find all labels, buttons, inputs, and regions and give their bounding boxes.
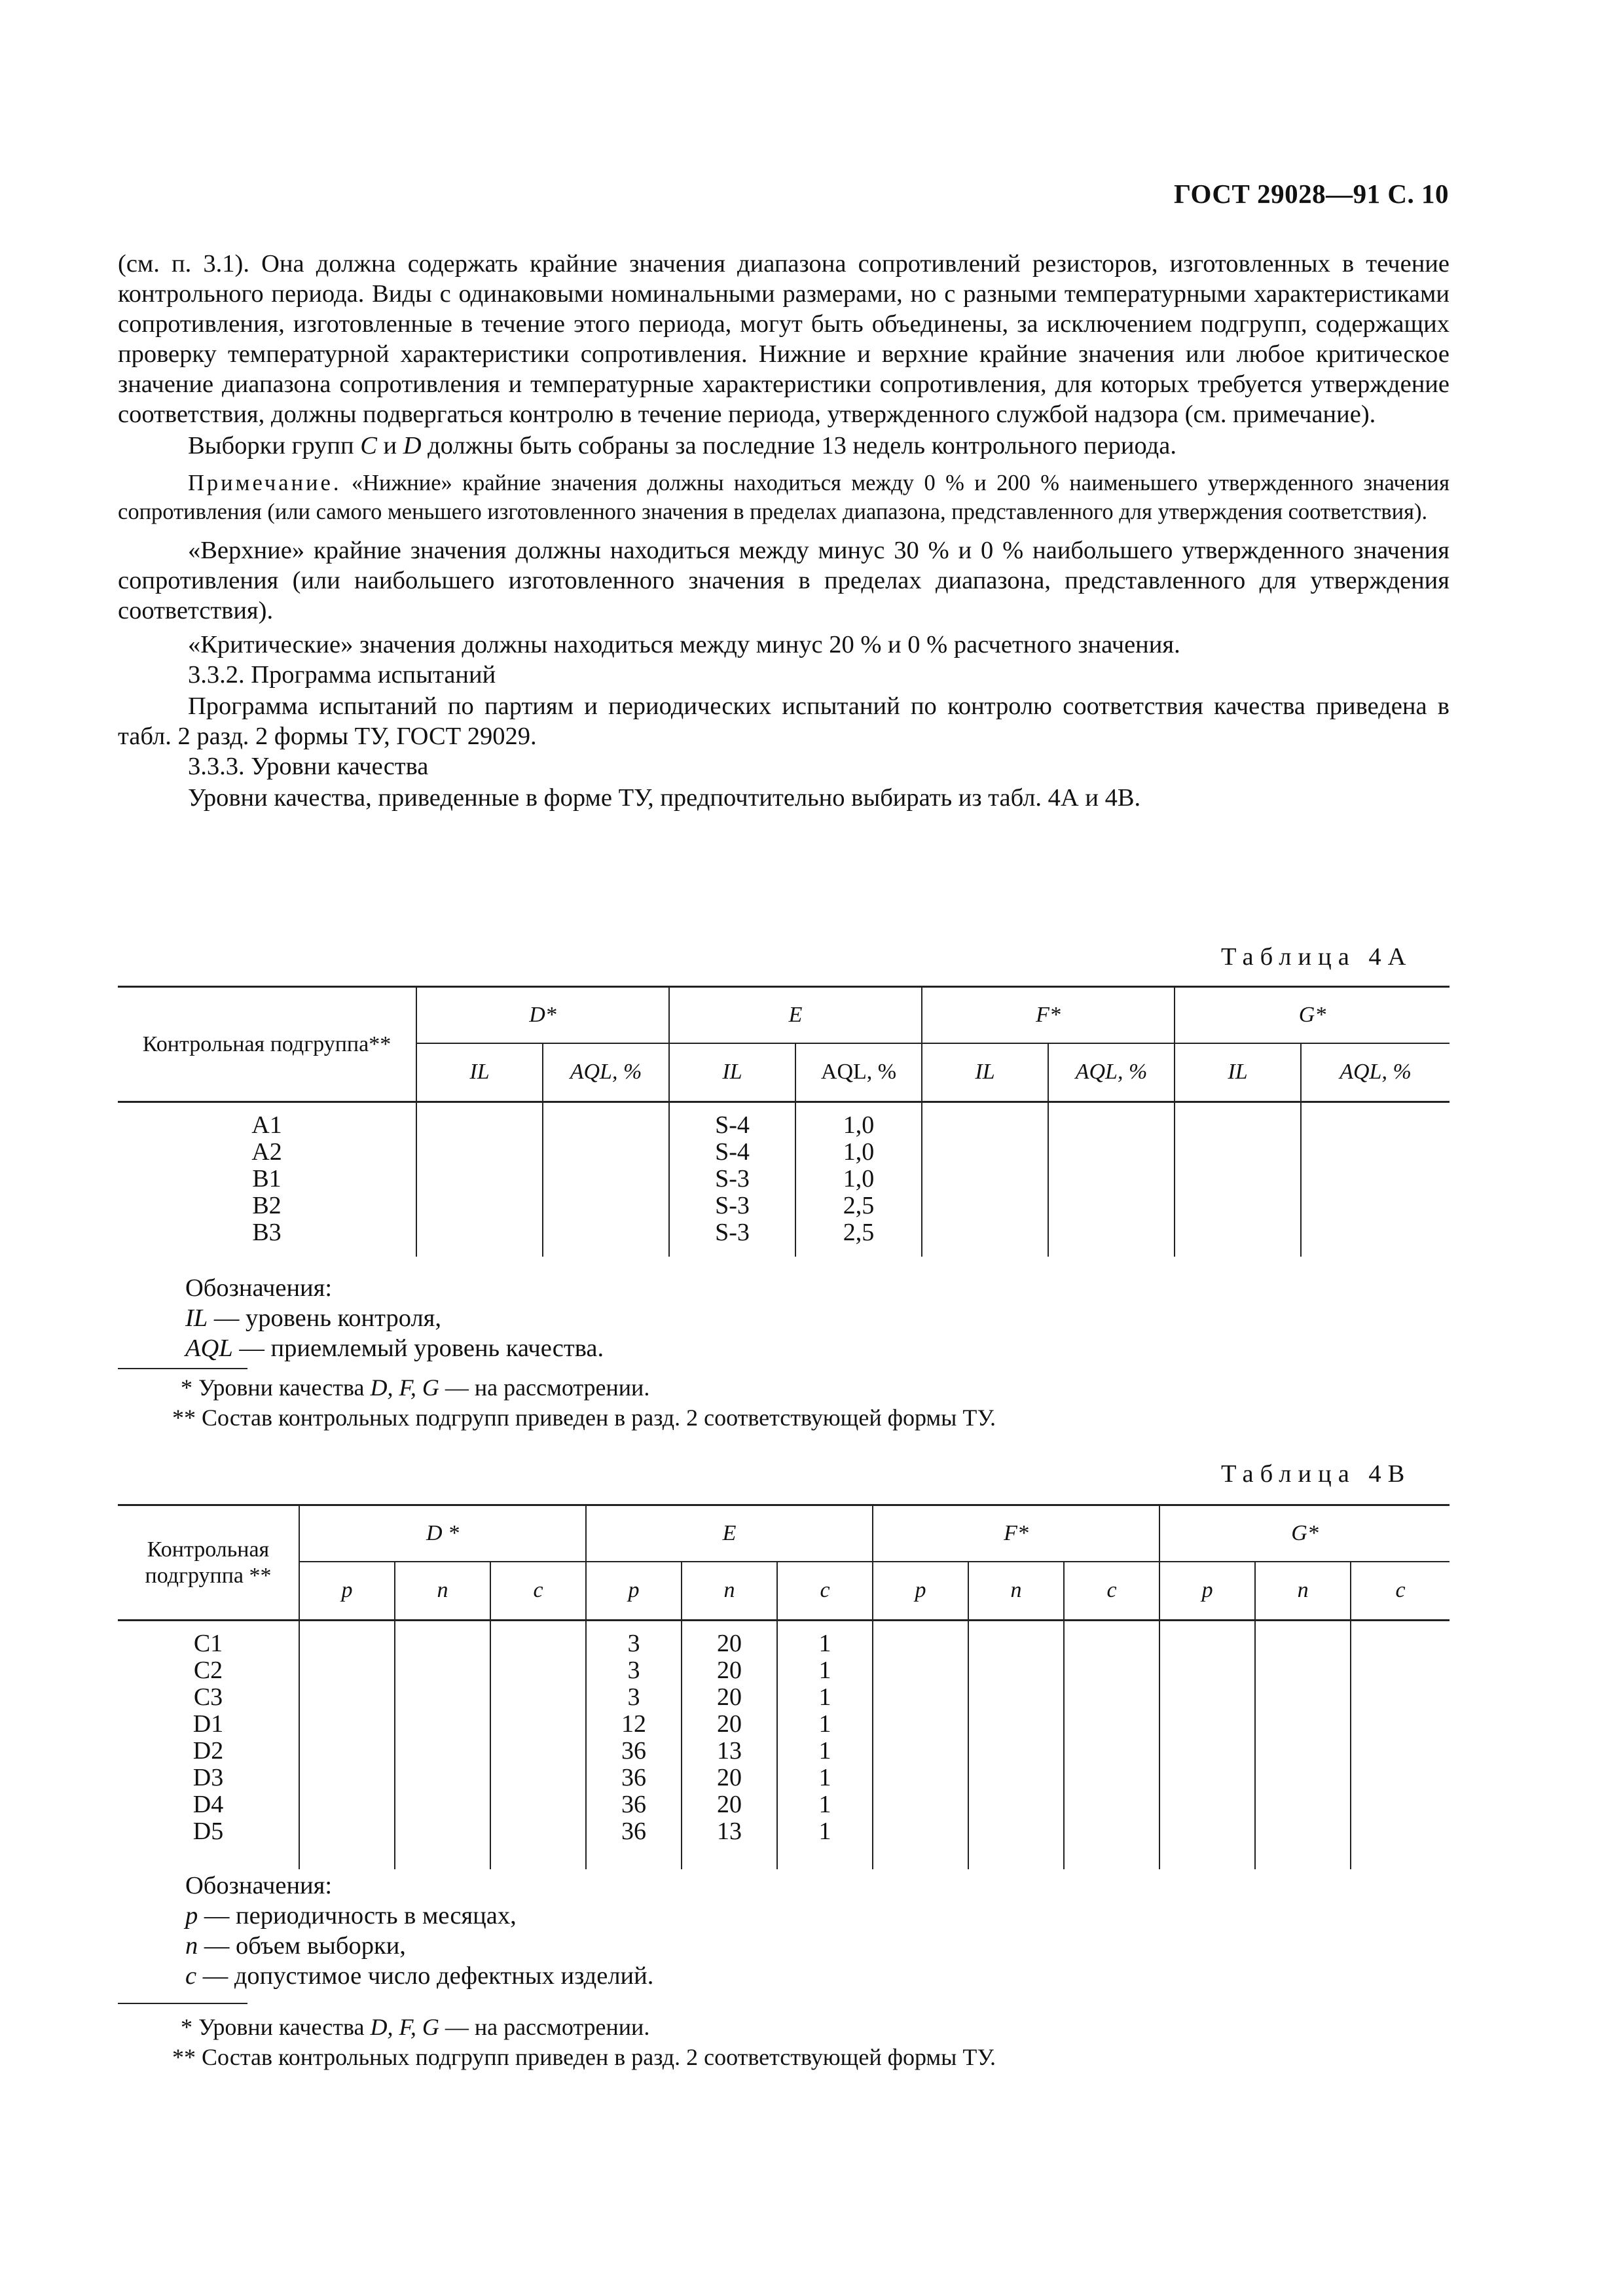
page-header: ГОСТ 29028—91 С. 10 — [1173, 179, 1449, 209]
table-4b — [118, 1504, 1450, 1869]
table-4b-legend — [185, 1871, 653, 1991]
table-4b-cell — [1255, 1621, 1351, 1869]
table-4b-cell — [1351, 1621, 1450, 1869]
paragraph-6: Уровни качества, приведенные в форме ТУ, предпочтительно выбирать из табл. 4А и 4В. — [188, 784, 1141, 812]
table-4b-col-c: c — [1351, 1562, 1450, 1621]
table-4a-cell — [1301, 1102, 1450, 1257]
legend-item: p — периодичность в месяцах, — [185, 1902, 517, 1929]
table-4b-cell — [299, 1621, 395, 1869]
table-4a-col-aql: AQL, % — [1048, 1043, 1175, 1102]
table-4b-group-d: D * — [299, 1505, 586, 1562]
footnote-rule — [118, 2003, 247, 2004]
section-3-3-3: 3.3.3. Уровни качества — [188, 753, 429, 780]
note-label: Примечание. — [188, 471, 342, 495]
table-4b-cell — [873, 1621, 968, 1869]
table-4b-cell — [968, 1621, 1064, 1869]
table-4a-footnote-2: ** Состав контрольных подгрупп приведен в разд. 2 соответствующей формы ТУ. — [172, 1405, 996, 1431]
paragraph-4: «Критические» значения должны находиться между минус 20 % и 0 % расчетного значения. — [188, 631, 1180, 658]
table-4a — [118, 986, 1450, 1257]
table-4b-col-n: n — [1255, 1562, 1351, 1621]
table-4b-subgroups: C1 C2 C3 D1 D2 D3 D4 D5 — [118, 1621, 299, 1869]
table-4b-e-c: 1 1 1 1 1 1 1 1 — [777, 1621, 873, 1869]
legend-item: c — допустимое число дефектных изделий. — [185, 1962, 654, 1990]
table-4a-col-il: IL — [416, 1043, 543, 1102]
table-4b-col-c: c — [490, 1562, 586, 1621]
table-4b-group-g: G* — [1159, 1505, 1450, 1562]
paragraph-1: (см. п. 3.1). Она должна содержать крайние значения диапазона сопротивлений резисторов, изготовленных в течение контрольного периода. Виды с одинаковыми номинальными размерами, но с разными температурными характеристиками сопротивления, изготовленные в течение этого периода, могут быть объединены, за исключением подгрупп, содержащих проверку температурной характеристики сопротивления. Нижние и верхние крайние значения или любое критическое значение диапазона сопротивления и температурные характеристики сопротивления, для которых требуется утверждение соответствия, должны подвергаться контролю в течение периода, утвержденного службой надзора (см. примечание). — [118, 250, 1450, 428]
table-4a-cell — [1175, 1102, 1301, 1257]
table-4b-e-p: 3 3 3 12 36 36 36 36 — [586, 1621, 682, 1869]
legend-title: Обозначения: — [185, 1872, 333, 1899]
legend-item: IL — уровень контроля, — [185, 1304, 441, 1332]
table-4a-subgroups: A1 A2 B1 B2 B3 — [118, 1102, 416, 1257]
table-4b-col-c: c — [1064, 1562, 1159, 1621]
table-4a-e-il: S-4 S-4 S-3 S-3 S-3 — [669, 1102, 795, 1257]
table-4b-cell — [395, 1621, 490, 1869]
legend-title: Обозначения: — [185, 1274, 333, 1302]
table-4a-e-aql: 1,0 1,0 1,0 2,5 2,5 — [795, 1102, 922, 1257]
paragraph-2: Выборки групп C и D должны быть собраны за последние 13 недель контрольного периода. — [188, 432, 1176, 459]
table-4b-e-n: 20 20 20 20 13 20 20 13 — [682, 1621, 777, 1869]
table-4b-group-e: E — [586, 1505, 873, 1562]
table-4b-caption: Таблица 4В — [1221, 1460, 1412, 1488]
table-4b-col-n: n — [968, 1562, 1064, 1621]
legend-item: n — объем выборки, — [185, 1932, 406, 1960]
table-4a-col-il: IL — [669, 1043, 795, 1102]
table-4a-legend — [185, 1273, 604, 1363]
table-4a-row-header: Контрольная подгруппа** — [118, 987, 416, 1102]
table-4a-col-il: IL — [922, 1043, 1048, 1102]
table-4a-cell — [543, 1102, 669, 1257]
table-4a-cell — [1048, 1102, 1175, 1257]
table-4a-footnote-1: * Уровни качества D, F, G — на рассмотрении. — [181, 1374, 650, 1401]
note: Примечание. «Нижние» крайние значения должны находиться между 0 % и 200 % наименьшего утвержденного значения сопротивления (или самого меньшего изготовленного значения в пределах диапазона, представленного для утверждения соответствия). — [118, 471, 1450, 524]
table-4a-col-aql: AQL, % — [1301, 1043, 1450, 1102]
table-4b-col-p: p — [586, 1562, 682, 1621]
table-4b-col-n: n — [395, 1562, 490, 1621]
table-4b-cell — [1159, 1621, 1255, 1869]
footnote-rule — [118, 1368, 247, 1369]
table-4a-cell — [416, 1102, 543, 1257]
table-4b-col-p: p — [1159, 1562, 1255, 1621]
table-4a-group-d: D* — [416, 987, 669, 1043]
table-4a-group-e: E — [669, 987, 922, 1043]
table-4b-cell — [490, 1621, 586, 1869]
table-4a-cell — [922, 1102, 1048, 1257]
table-4b-col-p: p — [873, 1562, 968, 1621]
table-4b-footnote-1: * Уровни качества D, F, G — на рассмотрении. — [181, 2014, 650, 2040]
paragraph-3: «Верхние» крайние значения должны находиться между минус 30 % и 0 % наибольшего утвержденного значения сопротивления (или наибольшего изготовленного значения в пределах диапазона, представленного для утверждения соответствия). — [118, 537, 1450, 624]
table-4b-col-c: c — [777, 1562, 873, 1621]
table-4b-cell — [1064, 1621, 1159, 1869]
table-4a-group-f: F* — [922, 987, 1175, 1043]
table-4a-col-aql: AQL, % — [543, 1043, 669, 1102]
body-text — [118, 249, 1450, 813]
table-4a-col-il: IL — [1175, 1043, 1301, 1102]
legend-item: AQL — приемлемый уровень качества. — [185, 1335, 604, 1362]
table-4a-group-g: G* — [1175, 987, 1450, 1043]
table-4b-row-header: Контрольная подгруппа ** — [118, 1505, 299, 1621]
table-4b-col-p: p — [299, 1562, 395, 1621]
table-4b-col-n: n — [682, 1562, 777, 1621]
table-4b-group-f: F* — [873, 1505, 1159, 1562]
section-3-3-2: 3.3.2. Программа испытаний — [188, 661, 496, 689]
table-4b-footnote-2: ** Состав контрольных подгрупп приведен в разд. 2 соответствующей формы ТУ. — [172, 2044, 996, 2070]
table-4a-col-aql: AQL, % — [795, 1043, 922, 1102]
table-4a-caption: Таблица 4А — [1221, 943, 1413, 971]
paragraph-5: Программа испытаний по партиям и периодических испытаний по контролю соответствия качества приведена в табл. 2 разд. 2 формы ТУ, ГОСТ 29029. — [118, 692, 1450, 750]
